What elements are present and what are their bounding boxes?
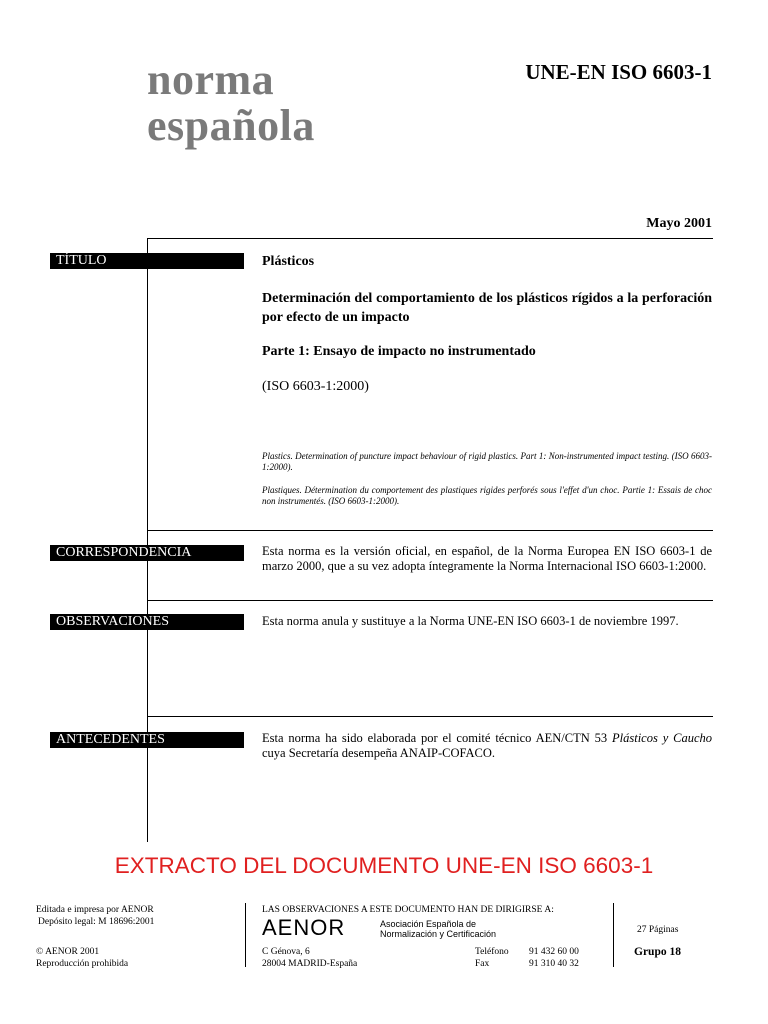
- footer-phone-label: Teléfono: [475, 947, 509, 957]
- footer-divider-right: [613, 903, 614, 967]
- divider-observaciones: [147, 600, 713, 601]
- correspondencia-text: Esta norma es la versión oficial, en español, de la Norma Europea EN ISO 6603-1 de marzo 2000, que a su vez adopta íntegramente la Norma Internacional ISO 6603-1:2000.: [262, 544, 712, 573]
- footer-deposit: Depósito legal: M 18696:2001: [38, 917, 155, 927]
- title-english: Plastics. Determination of puncture impact behaviour of rigid plastics. Part 1: Non-instrumented impact testing. (ISO 6603-1:2000).: [262, 451, 712, 472]
- aenor-logo: AENOR: [262, 915, 346, 940]
- brand-espanola: española: [147, 101, 315, 150]
- aenor-logo-subtitle: [380, 919, 496, 939]
- aenor-subtitle-line1: Asociación Española de: [380, 919, 477, 929]
- footer-observations-note: LAS OBSERVACIONES A ESTE DOCUMENTO HAN DE DIRIGIRSE A:: [262, 905, 554, 915]
- footer-copyright: © AENOR 2001: [36, 947, 100, 957]
- antecedentes-text-2: cuya Secretaría desempeña ANAIP-COFACO.: [262, 746, 496, 760]
- divider-top: [147, 238, 713, 239]
- footer-fax: 91 310 40 32: [529, 959, 579, 969]
- title-main: Determinación del comportamiento de los plásticos rígidos a la perforación por efecto de un impacto: [262, 291, 712, 325]
- footer-group: Grupo 18: [634, 946, 681, 958]
- footer-pages: 27 Páginas: [637, 925, 679, 935]
- title-part: Parte 1: Ensayo de impacto no instrumentado: [262, 344, 536, 359]
- label-correspondencia: CORRESPONDENCIA: [36, 545, 244, 561]
- observaciones-text: Esta norma anula y sustituye a la Norma UNE-EN ISO 6603-1 de noviembre 1997.: [262, 614, 679, 628]
- antecedentes-committee-name: Plásticos y Caucho: [612, 731, 713, 745]
- footer-reproduction: Reproducción prohibida: [36, 959, 129, 969]
- footer-address2: 28004 MADRID-España: [262, 959, 358, 969]
- document-date: Mayo 2001: [646, 216, 712, 231]
- label-observaciones: OBSERVACIONES: [36, 614, 244, 630]
- footer-divider-left: [245, 903, 246, 967]
- footer-phone: 91 432 60 00: [529, 947, 579, 957]
- label-titulo: TÍTULO: [36, 253, 244, 269]
- title-subject: Plásticos: [262, 254, 315, 269]
- divider-correspondencia: [147, 530, 713, 531]
- title-french: Plastiques. Détermination du comportement des plastiques rigides perforés sous l'effet d'un choc. Partie 1: Essais de choc non instrumentés. (ISO 6603-1:2000).: [262, 485, 712, 506]
- extract-banner: EXTRACTO DEL DOCUMENTO UNE-EN ISO 6603-1: [114, 853, 654, 878]
- footer-edited: Editada e impresa por AENOR: [36, 905, 154, 915]
- vertical-rule: [147, 238, 148, 842]
- antecedentes-text-1: Esta norma ha sido elaborada por el comité técnico AEN/CTN 53: [262, 731, 612, 745]
- antecedentes-text: [262, 731, 712, 761]
- label-antecedentes: ANTECEDENTES: [36, 732, 244, 748]
- aenor-subtitle-line2: Normalización y Certificación: [380, 929, 497, 939]
- footer-fax-label: Fax: [475, 959, 490, 969]
- brand-norma: norma: [147, 55, 275, 104]
- divider-antecedentes: [147, 716, 713, 717]
- document-number: UNE-EN ISO 6603-1: [525, 60, 712, 84]
- title-iso-ref: (ISO 6603-1:2000): [262, 379, 369, 394]
- footer-address1: C Génova, 6: [262, 947, 310, 957]
